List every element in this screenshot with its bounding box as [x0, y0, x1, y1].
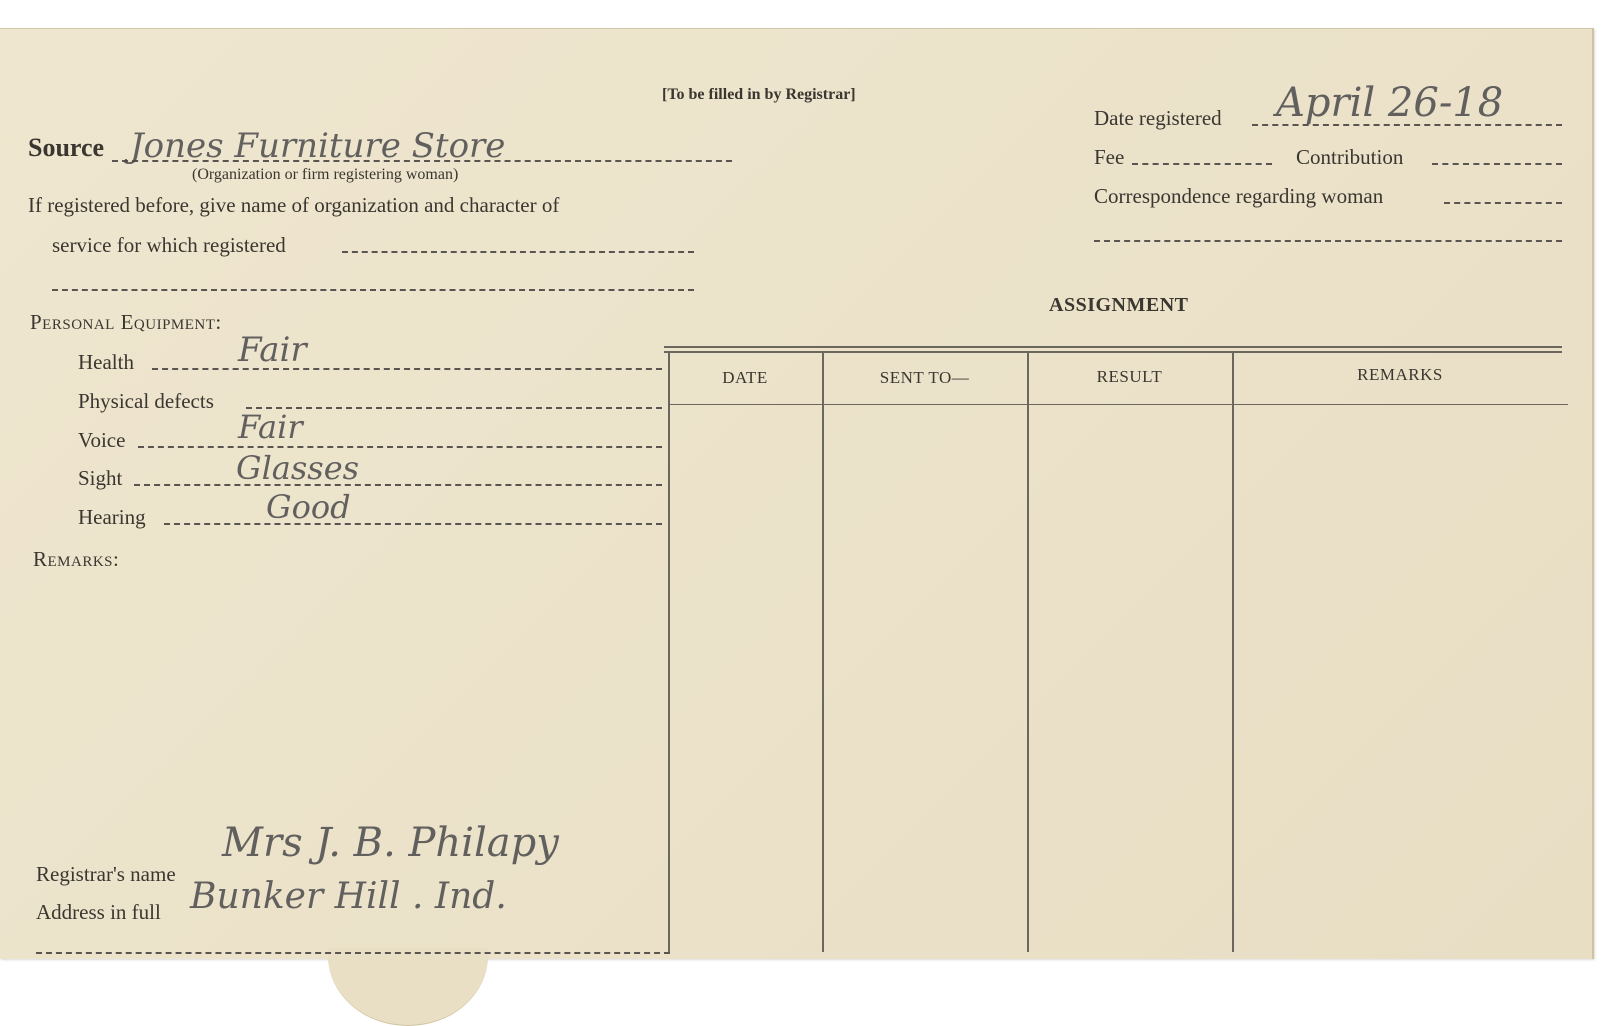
hearing-line	[164, 523, 662, 525]
voice-label: Voice	[78, 428, 126, 452]
health-line	[152, 368, 662, 370]
registrar-name-value: Mrs J. B. Philapy	[222, 820, 559, 866]
address-label: Address in full	[36, 900, 161, 924]
assignment-header-rule	[668, 404, 1568, 405]
sight-value: Glasses	[236, 449, 360, 487]
physical-defects-label: Physical defects	[78, 389, 214, 413]
correspondence-extra-line	[1094, 240, 1562, 242]
correspondence-label: Correspondence regarding woman	[1094, 184, 1384, 208]
voice-value: Fair	[238, 408, 303, 446]
assignment-top-rule-1	[664, 346, 1562, 348]
assignment-title: ASSIGNMENT	[1049, 294, 1189, 316]
contribution-line	[1432, 163, 1562, 165]
source-caption: (Organization or firm registering woman)	[192, 166, 459, 183]
registrar-name-label: Registrar's name	[36, 862, 176, 886]
remarks-label: Remarks:	[33, 547, 120, 571]
prior-extra-line	[52, 289, 694, 291]
health-label: Health	[78, 350, 134, 374]
sight-line	[134, 484, 662, 486]
address-extra-line	[36, 952, 670, 954]
prior-registration-text: If registered before, give name of organization and character of	[28, 193, 560, 217]
fee-line	[1132, 163, 1272, 165]
registrar-note: [To be filled in by Registrar]	[662, 86, 856, 103]
hearing-value: Good	[266, 488, 351, 526]
assignment-col-border-3	[1027, 352, 1029, 952]
assignment-top-rule-2	[664, 351, 1562, 353]
address-value: Bunker Hill . Ind.	[190, 876, 507, 917]
date-registered-label: Date registered	[1094, 106, 1222, 130]
col-header-result: RESULT	[1096, 367, 1163, 386]
date-registered-value: April 26-18	[1276, 80, 1504, 126]
voice-line	[138, 446, 662, 448]
correspondence-line	[1444, 202, 1562, 204]
health-value: Fair	[238, 330, 307, 370]
assignment-col-border-2	[822, 352, 824, 952]
prior-service-label: service for which registered	[52, 233, 286, 257]
card-tab	[328, 948, 488, 1026]
hearing-label: Hearing	[78, 505, 146, 529]
assignment-col-border-4	[1232, 352, 1234, 952]
physical-defects-line	[246, 407, 662, 409]
prior-service-line	[342, 251, 694, 253]
col-header-date: DATE	[722, 368, 768, 387]
assignment-col-border-1	[668, 352, 670, 952]
contribution-label: Contribution	[1296, 145, 1404, 169]
sight-label: Sight	[78, 466, 123, 490]
fee-label: Fee	[1094, 145, 1125, 169]
col-header-sent-to: SENT TO—	[879, 368, 970, 387]
source-label: Source	[28, 133, 105, 162]
source-value: Jones Furniture Store	[130, 126, 506, 166]
col-header-remarks: REMARKS	[1357, 365, 1443, 384]
personal-equipment-title: Personal Equipment:	[30, 310, 222, 334]
